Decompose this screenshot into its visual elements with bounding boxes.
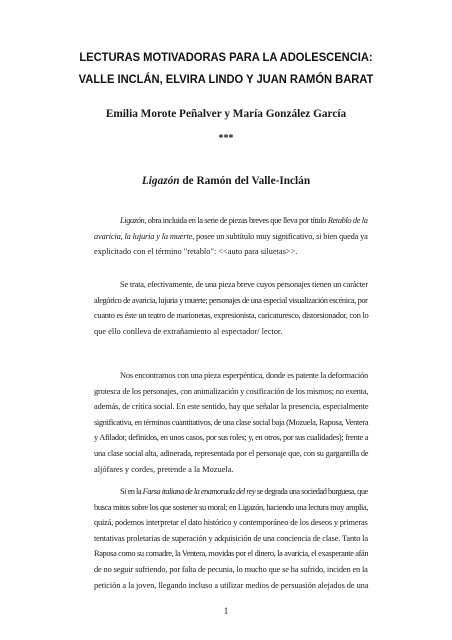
text-line bbox=[94, 446, 368, 462]
line-text: busca mitos sobre los que sostener su moral; en Ligazón, haciendo una lectura muy amplia, bbox=[94, 502, 369, 512]
line-text: Nos encontramos con una pieza esperpéntica, donde es patente la deformación bbox=[120, 371, 369, 380]
section-title-italic: Ligazón bbox=[141, 175, 180, 187]
paragraph-1 bbox=[94, 213, 368, 260]
line-text: petición a la joven, llegando incluso a utilizar medios de persuasión alejados de una bbox=[94, 580, 369, 590]
italic-text: Ligazón bbox=[120, 216, 145, 225]
line-text: cuanto es éste un teatro de marionetas, expresionista, caricaturesco, distorsionador, con lo bbox=[94, 311, 369, 321]
line-text: quizá, podemos interpretar el dato histórico y contemporáneo de los deseos y primeras bbox=[94, 518, 368, 528]
text-line bbox=[94, 484, 368, 500]
text-line bbox=[94, 229, 368, 245]
text-line bbox=[94, 293, 368, 309]
line-text: grotesca de los personajes, con animalización y cosificación de los mismos; no exenta, bbox=[94, 386, 369, 396]
section-title-rest: de Ramón del Valle-Inclán bbox=[179, 175, 311, 187]
text-line bbox=[94, 500, 368, 516]
line-text: Si en la bbox=[120, 487, 143, 496]
page-number: 1 bbox=[223, 606, 229, 616]
paragraph-4 bbox=[94, 484, 368, 593]
text-line bbox=[94, 244, 368, 260]
line-text: Raposa como su comadre, la Ventera, movidas por el dinero, la avaricia, el exasperante afán bbox=[94, 549, 369, 559]
separator: *** bbox=[218, 133, 234, 144]
line-text: , obra incluida en la serie de piezas breves que lleva por título bbox=[144, 216, 328, 225]
line-text: una clase social alta, adinerada, representada por el personaje que, con su gargantilla de bbox=[94, 448, 369, 458]
paragraph-2 bbox=[94, 277, 368, 339]
text-line bbox=[94, 546, 368, 562]
italic-text: Retablo de la bbox=[327, 216, 368, 225]
text-line bbox=[94, 515, 368, 531]
line-text: significativa, en términos cuantitativos, de una clase social baja (Mozuela, Raposa, Ventera bbox=[94, 417, 369, 427]
text-line bbox=[94, 462, 368, 478]
line-text: aljófares y cordes, pretende a la Mozuela. bbox=[94, 464, 234, 474]
line-text: además, de crítica social. En este sentido, hay que señalar la presencia, especialmente bbox=[94, 402, 369, 412]
line-text: tentativas proletarias de superación y adquisición de una conciencia de clase. Tanto la bbox=[94, 533, 368, 543]
text-line bbox=[94, 384, 368, 400]
line-text: explicitado con el término "retablo": <<auto para siluetas>>. bbox=[94, 247, 298, 257]
paragraph-3 bbox=[94, 368, 368, 477]
italic-text: Farsa italiana de la enamorada del rey bbox=[142, 487, 256, 496]
authors: Emilia Morote Peñalver y María González García bbox=[105, 108, 347, 120]
line-text: alegórico de avaricia, lujuria y muerte; personajes de una especial visualización escénica, por bbox=[94, 295, 368, 305]
italic-text: avaricia, la lujuria y la muerte bbox=[94, 231, 193, 241]
text-line bbox=[94, 368, 368, 384]
line-text: y Afilador, definidos, en unos casos, por sus roles; y, en otros, por sus cualidades); frente a bbox=[94, 433, 369, 443]
line-text: Se trata, efectivamente, de una pieza breve cuyos personajes tienen un carácter bbox=[120, 280, 368, 289]
line-text: de no seguir sufriendo, por falta de pecunia, lo mucho que se ha sufrido, inciden en la bbox=[94, 564, 368, 574]
section-title bbox=[0, 175, 452, 187]
line-text: , posee un subtítulo muy significativo, si bien queda ya bbox=[192, 231, 368, 241]
text-line bbox=[94, 562, 368, 578]
text-line bbox=[94, 531, 368, 547]
text-line bbox=[94, 308, 368, 324]
text-line bbox=[94, 430, 368, 446]
text-line bbox=[94, 578, 368, 594]
title-line-2: VALLE INCLÁN, ELVIRA LINDO Y JUAN RAMÓN BARAT bbox=[78, 72, 374, 86]
line-text: que ello conlleva de extrañamiento al espectador/ lector. bbox=[94, 326, 283, 336]
text-line bbox=[94, 324, 368, 340]
title-line-1: LECTURAS MOTIVADORAS PARA LA ADOLESCENCIA: bbox=[79, 50, 373, 64]
text-line bbox=[94, 415, 368, 431]
line-text: se degrada una sociedad burguesa, que bbox=[255, 487, 368, 496]
text-line bbox=[94, 277, 368, 293]
text-line bbox=[94, 399, 368, 415]
text-line bbox=[94, 213, 368, 229]
